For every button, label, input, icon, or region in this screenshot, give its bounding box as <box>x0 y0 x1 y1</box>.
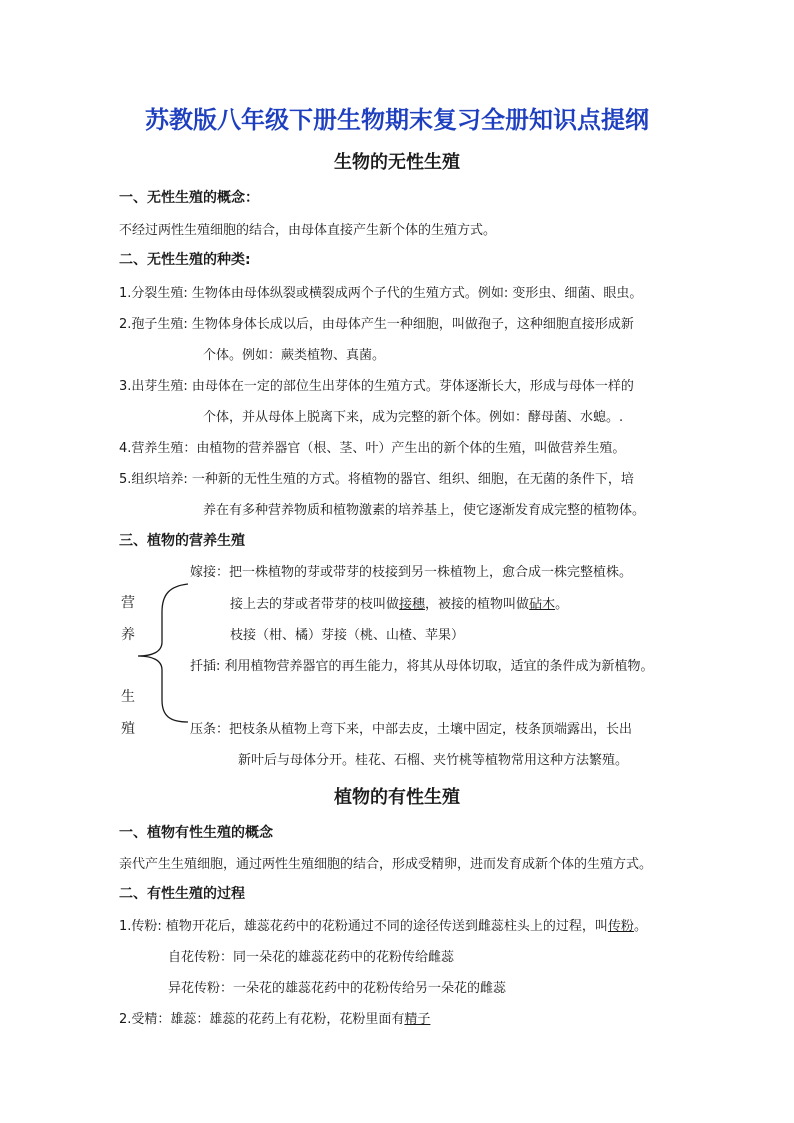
paragraph-asexual-concept: 不经过两性生殖细胞的结合，由母体直接产生新个体的生殖方式。 <box>119 223 497 238</box>
section-title-asexual: 生物的无性生殖 <box>334 152 460 173</box>
list-item-spore-line2: 个体。例如：蕨类植物、真菌。 <box>203 348 386 363</box>
curly-brace <box>130 578 200 728</box>
heading-sexual-process: 二、有性生殖的过程 <box>119 886 245 902</box>
list-item-tissue-culture-line1: 5.组织培养: 一种新的无性生殖的方式。将植物的器官、组织、细胞，在无菌的条件下，培 <box>119 472 634 487</box>
sperm-term: 精子 <box>404 1012 431 1027</box>
paragraph-sexual-concept: 亲代产生生殖细胞，通过两性生殖细胞的结合，形成受精卵，进而发育成新个体的生殖方式。 <box>119 857 653 872</box>
grafting-line3: 枝接（柑、橘）芽接（桃、山楂、苹果） <box>230 628 465 643</box>
layering-line1: 压条：把枝条从植物上弯下来，中部去皮，土壤中固定，枝条顶端露出，长出 <box>190 722 633 737</box>
list-item-tissue-culture-line2: 养在有多种营养物质和植物激素的培养基上，使它逐渐发育成完整的植物体。 <box>203 503 646 518</box>
side-char-4: 殖 <box>121 721 135 737</box>
self-pollination-line: 自花传粉：同一朵花的雄蕊花药中的花粉传给雌蕊 <box>168 950 455 965</box>
list-item-fission: 1.分裂生殖: 生物体由母体纵裂或横裂成两个子代的生殖方式。例如: 变形虫、细菌、眼虫。 <box>119 286 643 301</box>
heading-sexual-concept: 一、植物有性生殖的概念 <box>119 825 273 841</box>
grafting-line2: 接上去的芽或者带芽的枝叫做接穗，被接的植物叫做砧木。 <box>230 597 569 612</box>
list-item-vegetative: 4.营养生殖：由植物的营养器官（根、茎、叶）产生出的新个体的生殖，叫做营养生殖。 <box>119 441 626 456</box>
cutting-line: 扦插: 利用植物营养器官的再生能力，将其从母体切取，适宜的条件成为新植物。 <box>190 659 654 674</box>
document-title: 苏教版八年级下册生物期末复习全册知识点提纲 <box>145 105 649 134</box>
heading-asexual-concept: 一、无性生殖的概念： <box>119 190 259 206</box>
section-title-sexual: 植物的有性生殖 <box>334 787 460 808</box>
rootstock-term: 砧木 <box>529 597 556 612</box>
side-char-1: 营 <box>121 595 135 611</box>
layering-line2: 新叶后与母体分开。桂花、石榴、夹竹桃等植物常用这种方法繁殖。 <box>238 753 629 768</box>
fertilization-line: 2.受精：雄蕊：雄蕊的花药上有花粉，花粉里面有精子 <box>119 1012 431 1027</box>
side-char-3: 生 <box>121 689 135 705</box>
heading-asexual-types: 二、无性生殖的种类: <box>119 252 251 268</box>
cross-pollination-line: 异花传粉：一朵花的雄蕊花药中的花粉传给另一朵花的雌蕊 <box>168 981 507 996</box>
scion-term: 接穗 <box>399 597 426 612</box>
pollination-term: 传粉 <box>607 919 634 934</box>
list-item-budding-line1: 3.出芽生殖: 由母体在一定的部位生出芽体的生殖方式。芽体逐渐长大，形成与母体一样的 <box>119 379 634 394</box>
pollination-line: 1.传粉: 植物开花后，雄蕊花药中的花粉通过不同的途径传送到雌蕊柱头上的过程，叫传粉。 <box>119 919 647 934</box>
list-item-spore-line1: 2.孢子生殖: 生物体身体长成以后，由母体产生一种细胞，叫做孢子，这种细胞直接形成新 <box>119 317 634 332</box>
heading-vegetative-propagation: 三、植物的营养生殖 <box>119 533 245 549</box>
grafting-line1: 嫁接：把一株植物的芽或带芽的枝接到另一株植物上，愈合成一株完整植株。 <box>190 565 633 580</box>
list-item-budding-line2: 个体，并从母体上脱离下来，成为完整的新个体。例如：酵母菌、水螅。. <box>203 410 624 425</box>
side-char-2: 养 <box>121 627 135 643</box>
